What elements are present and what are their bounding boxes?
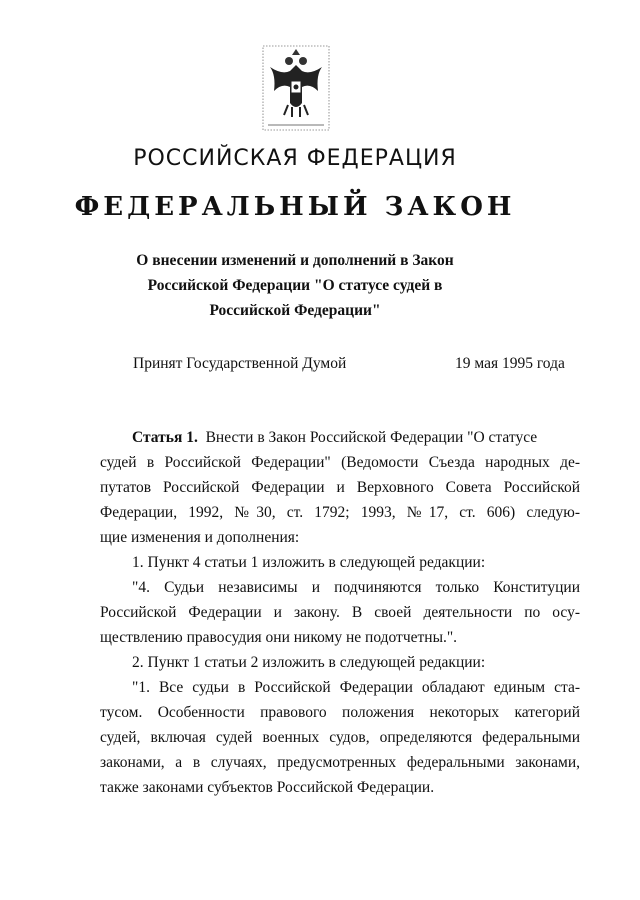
country-title: РОССИЙСКАЯ ФЕДЕРАЦИЯ: [133, 146, 457, 171]
document-type-title: ФЕДЕРАЛЬНЫЙ ЗАКОН: [74, 192, 516, 222]
subtitle-line: О внесении изменений и дополнений в Закон: [136, 252, 454, 269]
text-line: щие изменения и дополнения:: [100, 529, 300, 546]
text-line: 1. Пункт 4 статьи 1 изложить в следующей редакции:: [132, 554, 486, 571]
text-line: ществлению правосудия они никому не подотчетны.".: [100, 629, 458, 646]
text-line: "4. Судьи независимы и подчиняются только Конституции: [132, 579, 580, 596]
text-line: законами, а в случаях, предусмотренных федеральными законами,: [100, 754, 580, 771]
article-1: [100, 425, 580, 800]
coat-of-arms-emblem: [262, 45, 330, 131]
text-line: судей в Российской Федерации" (Ведомости Съезда народных де-: [100, 454, 580, 471]
text-line: также законами субъектов Российской Федерации.: [100, 779, 435, 796]
text-line: судей, включая судей военных судов, определяются федеральными: [100, 729, 580, 746]
article-heading: Статья 1.: [132, 429, 198, 446]
adoption-date: 19 мая 1995 года: [455, 355, 565, 372]
text-line: Федерации, 1992, №30, ст. 1792; 1993, №17, ст. 606) следую-: [100, 504, 580, 521]
text-line: Российской Федерации и закону. В своей деятельности по осу-: [100, 604, 580, 621]
article-1-first-line: [100, 425, 580, 450]
subtitle-line: Российской Федерации "О статусе судей в: [147, 277, 443, 294]
article-text: Внести в Закон Российской Федерации "О статусе: [205, 429, 538, 446]
subtitle-line: Российской Федерации": [209, 302, 381, 319]
text-line: "1. Все судьи в Российской Федерации обладают единым ста-: [132, 679, 580, 696]
text-line: путатов Российской Федерации и Верховного Совета Российской: [100, 479, 580, 496]
law-subtitle: [0, 248, 590, 323]
adoption-statement: Принят Государственной Думой: [133, 355, 347, 372]
text-line: 2. Пункт 1 статьи 2 изложить в следующей редакции:: [132, 654, 486, 671]
text-line: тусом. Особенности правового положения некоторых категорий: [100, 704, 580, 721]
